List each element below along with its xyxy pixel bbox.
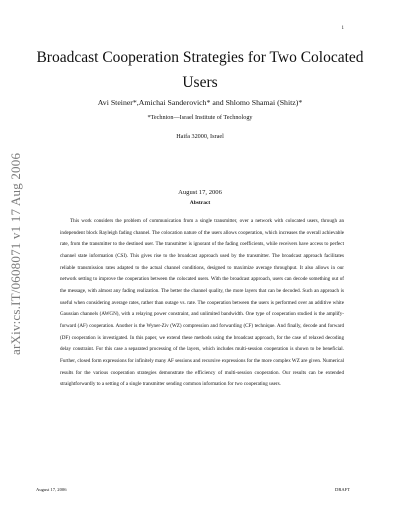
paper-date: August 17, 2006 — [178, 189, 222, 196]
abstract-heading: Abstract — [189, 200, 211, 206]
affiliation-address: Haifa 32000, Israel — [176, 133, 224, 140]
abstract-body: This work considers the problem of communication from a single transmitter, over a network with colocated users, through an independent block Rayleigh fading channel. The colocation nature of the users allows cooperation, which increases the overall achievable rate, from the transmitter to the destined user. The transmitter is ignorant of the fading coefficients, while receivers have access to perfect channel state information (CSI). This gives rise to the broadcast approach used by the transmitter. The broadcast approach facilitates reliable transmission rates adapted to the actual channel conditions, designed to maximize average throughput. It also allows in our network setting to improve the cooperation between the colocated users. With the broadcast approach, users can decode something out of the message, with almost any fading realization. The better the channel quality, the more layers that can be decoded. Such an approach is useful when considering average rates, rather than outage vs. rate. The cooperation between the users is performed over an additive white Gaussian channels (AWGN), with a relaying power constraint, and unlimited bandwidth. One type of cooperation studied is the amplify-forward (AF) cooperation. Another is the Wyner-Ziv (WZ) compression and forwarding (CF) technique. And finally, decode and forward (DF) cooperation is investigated. In this paper, we extend these methods using the broadcast approach, for the case of relaxed decoding delay constraint. For this case a separated processing of the layers, which includes multi-session cooperation is shown to be beneficial. Further, closed form expressions for infinitely many AF sessions and recursive expressions for the more complex WZ are given. Numerical results for the various cooperation strategies demonstrate the efficiency of multi-session cooperation. Our results can be extended straightforwardly to a setting of a single transmitter sending common information for two cooperating users. — [60, 218, 344, 388]
arxiv-identifier-stamp: arXiv:cs.IT/0608071 v1 17 Aug 2006 — [8, 152, 23, 355]
paper-title: Broadcast Cooperation Strategies for Two Colocated Users — [36, 49, 364, 91]
footer-date: August 17, 2006 — [36, 487, 67, 492]
author-list: Avi Steiner*,Amichai Sanderovich* and Shlomo Shamai (Shitz)* — [97, 98, 303, 107]
page-number: 1 — [341, 26, 344, 31]
affiliation: *Technion—Israel Institute of Technology — [147, 114, 253, 121]
footer-status: DRAFT — [335, 487, 351, 492]
